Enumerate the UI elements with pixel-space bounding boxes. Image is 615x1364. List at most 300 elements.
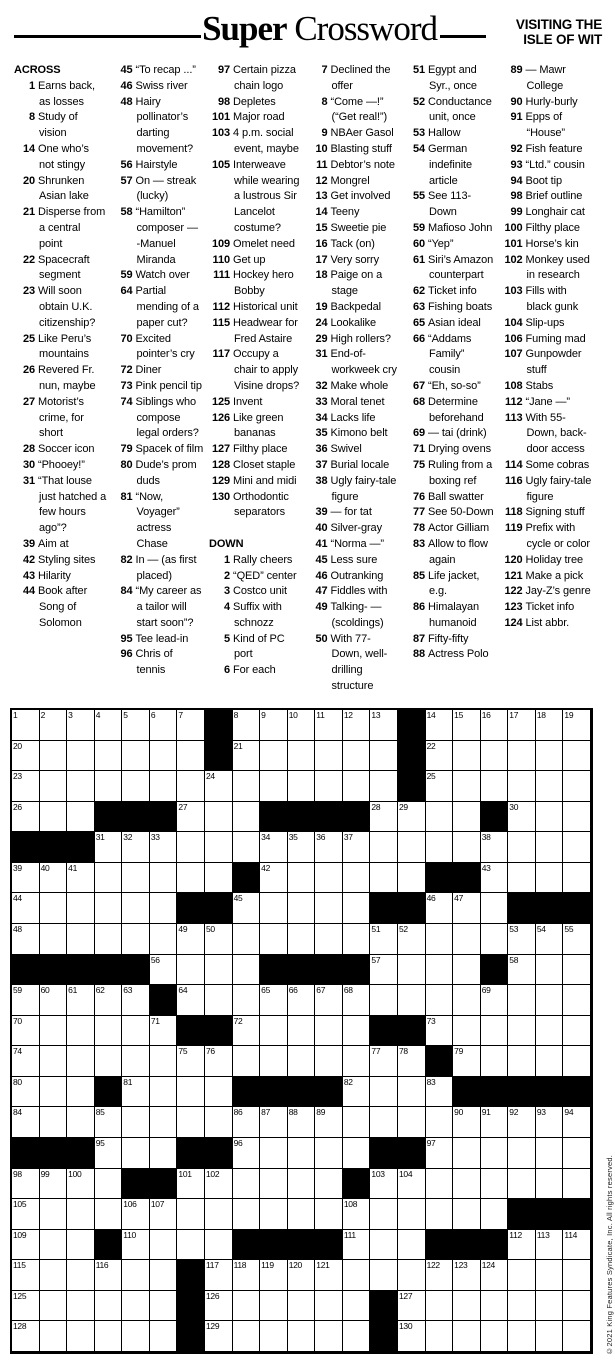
grid-cell[interactable] <box>426 1077 454 1108</box>
grid-cell[interactable] <box>260 1107 288 1138</box>
grid-cell[interactable] <box>508 832 536 863</box>
grid-cell[interactable] <box>122 1321 150 1352</box>
grid-cell[interactable] <box>370 1230 398 1261</box>
grid-cell[interactable] <box>370 1046 398 1077</box>
grid-cell[interactable] <box>40 802 68 833</box>
grid-cell[interactable] <box>426 924 454 955</box>
grid-cell[interactable] <box>205 1046 233 1077</box>
grid-cell[interactable] <box>150 1077 178 1108</box>
grid-cell[interactable] <box>481 1260 509 1291</box>
grid-cell[interactable] <box>315 1291 343 1322</box>
grid-cell[interactable] <box>177 1046 205 1077</box>
grid-cell[interactable] <box>563 1169 591 1200</box>
grid-cell[interactable] <box>233 1260 261 1291</box>
grid-cell[interactable] <box>453 1321 481 1352</box>
grid-cell[interactable] <box>260 710 288 741</box>
grid-cell[interactable] <box>288 1169 316 1200</box>
grid-cell[interactable] <box>536 863 564 894</box>
grid-cell[interactable] <box>398 985 426 1016</box>
grid-cell[interactable] <box>453 1199 481 1230</box>
grid-cell[interactable] <box>536 832 564 863</box>
grid-cell[interactable] <box>343 771 371 802</box>
grid-cell[interactable] <box>370 1077 398 1108</box>
grid-cell[interactable] <box>536 1169 564 1200</box>
grid-cell[interactable] <box>12 1107 40 1138</box>
grid-cell[interactable] <box>315 1016 343 1047</box>
grid-cell[interactable] <box>481 1169 509 1200</box>
grid-cell[interactable] <box>150 893 178 924</box>
grid-cell[interactable] <box>426 1138 454 1169</box>
grid-cell[interactable] <box>288 893 316 924</box>
grid-cell[interactable] <box>536 985 564 1016</box>
grid-cell[interactable] <box>95 1169 123 1200</box>
grid-cell[interactable] <box>12 1230 40 1261</box>
grid-cell[interactable] <box>150 1230 178 1261</box>
grid-cell[interactable] <box>343 893 371 924</box>
grid-cell[interactable] <box>205 802 233 833</box>
grid-cell[interactable] <box>343 1199 371 1230</box>
grid-cell[interactable] <box>453 1260 481 1291</box>
grid-cell[interactable] <box>122 893 150 924</box>
grid-cell[interactable] <box>453 1107 481 1138</box>
grid-cell[interactable] <box>40 1230 68 1261</box>
grid-cell[interactable] <box>150 1321 178 1352</box>
grid-cell[interactable] <box>315 741 343 772</box>
grid-cell[interactable] <box>40 985 68 1016</box>
grid-cell[interactable] <box>315 1046 343 1077</box>
grid-cell[interactable] <box>481 985 509 1016</box>
grid-cell[interactable] <box>205 832 233 863</box>
grid-cell[interactable] <box>205 955 233 986</box>
grid-cell[interactable] <box>67 985 95 1016</box>
grid-cell[interactable] <box>426 955 454 986</box>
grid-cell[interactable] <box>233 1046 261 1077</box>
grid-cell[interactable] <box>563 924 591 955</box>
grid-cell[interactable] <box>12 771 40 802</box>
grid-cell[interactable] <box>122 1199 150 1230</box>
grid-cell[interactable] <box>536 1291 564 1322</box>
grid-cell[interactable] <box>95 863 123 894</box>
grid-cell[interactable] <box>233 1291 261 1322</box>
grid-cell[interactable] <box>233 741 261 772</box>
grid-cell[interactable] <box>343 1107 371 1138</box>
grid-cell[interactable] <box>12 1291 40 1322</box>
grid-cell[interactable] <box>12 924 40 955</box>
grid-cell[interactable] <box>233 802 261 833</box>
grid-cell[interactable] <box>95 893 123 924</box>
grid-cell[interactable] <box>95 1046 123 1077</box>
grid-cell[interactable] <box>315 1107 343 1138</box>
grid-cell[interactable] <box>12 863 40 894</box>
grid-cell[interactable] <box>233 924 261 955</box>
grid-cell[interactable] <box>122 1260 150 1291</box>
grid-cell[interactable] <box>150 1016 178 1047</box>
grid-cell[interactable] <box>536 1230 564 1261</box>
grid-cell[interactable] <box>122 1046 150 1077</box>
grid-cell[interactable] <box>177 741 205 772</box>
grid-cell[interactable] <box>40 1046 68 1077</box>
grid-cell[interactable] <box>12 1016 40 1047</box>
grid-cell[interactable] <box>67 863 95 894</box>
grid-cell[interactable] <box>205 924 233 955</box>
grid-cell[interactable] <box>12 1046 40 1077</box>
grid-cell[interactable] <box>260 1016 288 1047</box>
grid-cell[interactable] <box>370 955 398 986</box>
grid-cell[interactable] <box>95 1199 123 1230</box>
grid-cell[interactable] <box>288 771 316 802</box>
grid-cell[interactable] <box>370 741 398 772</box>
grid-cell[interactable] <box>150 1046 178 1077</box>
grid-cell[interactable] <box>563 771 591 802</box>
grid-cell[interactable] <box>315 1321 343 1352</box>
grid-cell[interactable] <box>563 1107 591 1138</box>
grid-cell[interactable] <box>205 1291 233 1322</box>
grid-cell[interactable] <box>426 1260 454 1291</box>
grid-cell[interactable] <box>95 1291 123 1322</box>
grid-cell[interactable] <box>508 1230 536 1261</box>
grid-cell[interactable] <box>67 1321 95 1352</box>
grid-cell[interactable] <box>67 1291 95 1322</box>
grid-cell[interactable] <box>315 710 343 741</box>
grid-cell[interactable] <box>12 1321 40 1352</box>
grid-cell[interactable] <box>453 802 481 833</box>
grid-cell[interactable] <box>536 741 564 772</box>
grid-cell[interactable] <box>426 1321 454 1352</box>
grid-cell[interactable] <box>508 985 536 1016</box>
grid-cell[interactable] <box>426 1107 454 1138</box>
grid-cell[interactable] <box>95 924 123 955</box>
grid-cell[interactable] <box>563 1321 591 1352</box>
grid-cell[interactable] <box>67 1016 95 1047</box>
grid-cell[interactable] <box>288 1046 316 1077</box>
grid-cell[interactable] <box>508 1046 536 1077</box>
grid-cell[interactable] <box>426 832 454 863</box>
grid-cell[interactable] <box>122 741 150 772</box>
grid-cell[interactable] <box>67 710 95 741</box>
grid-cell[interactable] <box>536 802 564 833</box>
grid-cell[interactable] <box>398 1230 426 1261</box>
grid-cell[interactable] <box>177 710 205 741</box>
grid-cell[interactable] <box>205 1199 233 1230</box>
grid-cell[interactable] <box>95 741 123 772</box>
grid-cell[interactable] <box>288 924 316 955</box>
grid-cell[interactable] <box>40 1199 68 1230</box>
grid-cell[interactable] <box>122 1291 150 1322</box>
grid-cell[interactable] <box>508 863 536 894</box>
grid-cell[interactable] <box>398 832 426 863</box>
grid-cell[interactable] <box>150 1107 178 1138</box>
grid-cell[interactable] <box>398 1199 426 1230</box>
grid-cell[interactable] <box>260 924 288 955</box>
grid-cell[interactable] <box>453 771 481 802</box>
grid-cell[interactable] <box>95 1321 123 1352</box>
grid-cell[interactable] <box>150 1291 178 1322</box>
grid-cell[interactable] <box>563 802 591 833</box>
grid-cell[interactable] <box>508 1138 536 1169</box>
grid-cell[interactable] <box>398 1291 426 1322</box>
grid-cell[interactable] <box>95 832 123 863</box>
grid-cell[interactable] <box>343 924 371 955</box>
grid-cell[interactable] <box>40 771 68 802</box>
grid-cell[interactable] <box>177 1077 205 1108</box>
grid-cell[interactable] <box>233 1138 261 1169</box>
grid-cell[interactable] <box>205 771 233 802</box>
grid-cell[interactable] <box>563 955 591 986</box>
grid-cell[interactable] <box>260 1291 288 1322</box>
grid-cell[interactable] <box>288 1016 316 1047</box>
grid-cell[interactable] <box>536 955 564 986</box>
grid-cell[interactable] <box>453 710 481 741</box>
grid-cell[interactable] <box>205 1077 233 1108</box>
grid-cell[interactable] <box>508 710 536 741</box>
grid-cell[interactable] <box>481 1138 509 1169</box>
grid-cell[interactable] <box>343 863 371 894</box>
grid-cell[interactable] <box>508 1260 536 1291</box>
grid-cell[interactable] <box>67 893 95 924</box>
grid-cell[interactable] <box>315 771 343 802</box>
grid-cell[interactable] <box>150 1199 178 1230</box>
grid-cell[interactable] <box>370 802 398 833</box>
grid-cell[interactable] <box>288 741 316 772</box>
grid-cell[interactable] <box>177 985 205 1016</box>
grid-cell[interactable] <box>288 1107 316 1138</box>
grid-cell[interactable] <box>398 1260 426 1291</box>
grid-cell[interactable] <box>67 802 95 833</box>
grid-cell[interactable] <box>343 1077 371 1108</box>
grid-cell[interactable] <box>122 1230 150 1261</box>
grid-cell[interactable] <box>426 741 454 772</box>
grid-cell[interactable] <box>40 1321 68 1352</box>
grid-cell[interactable] <box>508 1291 536 1322</box>
grid-cell[interactable] <box>40 1016 68 1047</box>
grid-cell[interactable] <box>370 985 398 1016</box>
grid-cell[interactable] <box>260 1321 288 1352</box>
grid-cell[interactable] <box>426 893 454 924</box>
grid-cell[interactable] <box>40 1077 68 1108</box>
grid-cell[interactable] <box>343 1260 371 1291</box>
grid-cell[interactable] <box>508 771 536 802</box>
grid-cell[interactable] <box>260 1260 288 1291</box>
grid-cell[interactable] <box>40 1169 68 1200</box>
grid-cell[interactable] <box>177 1230 205 1261</box>
grid-cell[interactable] <box>343 1291 371 1322</box>
grid-cell[interactable] <box>481 1321 509 1352</box>
grid-cell[interactable] <box>40 863 68 894</box>
grid-cell[interactable] <box>536 710 564 741</box>
grid-cell[interactable] <box>563 985 591 1016</box>
grid-cell[interactable] <box>205 1107 233 1138</box>
grid-cell[interactable] <box>260 893 288 924</box>
grid-cell[interactable] <box>343 985 371 1016</box>
grid-cell[interactable] <box>12 893 40 924</box>
grid-cell[interactable] <box>426 771 454 802</box>
grid-cell[interactable] <box>481 1291 509 1322</box>
grid-cell[interactable] <box>67 1077 95 1108</box>
grid-cell[interactable] <box>398 863 426 894</box>
grid-cell[interactable] <box>122 771 150 802</box>
grid-cell[interactable] <box>150 1260 178 1291</box>
grid-cell[interactable] <box>426 1016 454 1047</box>
grid-cell[interactable] <box>563 1260 591 1291</box>
grid-cell[interactable] <box>508 1321 536 1352</box>
grid-cell[interactable] <box>260 832 288 863</box>
grid-cell[interactable] <box>150 863 178 894</box>
grid-cell[interactable] <box>67 771 95 802</box>
grid-cell[interactable] <box>233 1169 261 1200</box>
grid-cell[interactable] <box>315 1169 343 1200</box>
grid-cell[interactable] <box>95 710 123 741</box>
grid-cell[interactable] <box>508 1016 536 1047</box>
grid-cell[interactable] <box>563 1016 591 1047</box>
grid-cell[interactable] <box>233 1016 261 1047</box>
grid-cell[interactable] <box>67 1230 95 1261</box>
grid-cell[interactable] <box>343 710 371 741</box>
grid-cell[interactable] <box>95 1138 123 1169</box>
grid-cell[interactable] <box>205 1260 233 1291</box>
grid-cell[interactable] <box>288 1321 316 1352</box>
grid-cell[interactable] <box>260 1169 288 1200</box>
grid-cell[interactable] <box>177 832 205 863</box>
grid-cell[interactable] <box>205 863 233 894</box>
grid-cell[interactable] <box>150 832 178 863</box>
grid-cell[interactable] <box>315 863 343 894</box>
grid-cell[interactable] <box>40 710 68 741</box>
grid-cell[interactable] <box>12 1199 40 1230</box>
grid-cell[interactable] <box>398 1321 426 1352</box>
grid-cell[interactable] <box>122 1016 150 1047</box>
grid-cell[interactable] <box>481 1046 509 1077</box>
grid-cell[interactable] <box>40 893 68 924</box>
grid-cell[interactable] <box>426 802 454 833</box>
grid-cell[interactable] <box>260 1138 288 1169</box>
grid-cell[interactable] <box>122 863 150 894</box>
grid-cell[interactable] <box>370 1260 398 1291</box>
grid-cell[interactable] <box>177 802 205 833</box>
grid-cell[interactable] <box>343 1138 371 1169</box>
grid-cell[interactable] <box>260 985 288 1016</box>
grid-cell[interactable] <box>370 1199 398 1230</box>
grid-cell[interactable] <box>205 1321 233 1352</box>
grid-cell[interactable] <box>12 1260 40 1291</box>
grid-cell[interactable] <box>150 741 178 772</box>
grid-cell[interactable] <box>40 1107 68 1138</box>
grid-cell[interactable] <box>40 924 68 955</box>
grid-cell[interactable] <box>453 985 481 1016</box>
grid-cell[interactable] <box>150 771 178 802</box>
grid-cell[interactable] <box>67 1199 95 1230</box>
grid-cell[interactable] <box>370 1107 398 1138</box>
grid-cell[interactable] <box>563 1138 591 1169</box>
grid-cell[interactable] <box>260 1046 288 1077</box>
grid-cell[interactable] <box>453 741 481 772</box>
grid-cell[interactable] <box>536 1107 564 1138</box>
grid-cell[interactable] <box>453 1169 481 1200</box>
grid-cell[interactable] <box>398 955 426 986</box>
grid-cell[interactable] <box>177 1169 205 1200</box>
grid-cell[interactable] <box>536 771 564 802</box>
grid-cell[interactable] <box>481 710 509 741</box>
grid-cell[interactable] <box>288 863 316 894</box>
grid-cell[interactable] <box>481 1016 509 1047</box>
grid-cell[interactable] <box>67 1046 95 1077</box>
grid-cell[interactable] <box>233 1199 261 1230</box>
grid-cell[interactable] <box>95 1260 123 1291</box>
grid-cell[interactable] <box>315 1260 343 1291</box>
grid-cell[interactable] <box>508 1107 536 1138</box>
grid-cell[interactable] <box>67 1260 95 1291</box>
grid-cell[interactable] <box>260 771 288 802</box>
grid-cell[interactable] <box>40 1291 68 1322</box>
grid-cell[interactable] <box>122 924 150 955</box>
grid-cell[interactable] <box>481 893 509 924</box>
grid-cell[interactable] <box>481 1199 509 1230</box>
grid-cell[interactable] <box>122 1077 150 1108</box>
grid-cell[interactable] <box>563 863 591 894</box>
grid-cell[interactable] <box>40 741 68 772</box>
grid-cell[interactable] <box>536 924 564 955</box>
grid-cell[interactable] <box>508 924 536 955</box>
grid-cell[interactable] <box>453 924 481 955</box>
grid-cell[interactable] <box>177 955 205 986</box>
grid-cell[interactable] <box>536 1046 564 1077</box>
grid-cell[interactable] <box>536 1138 564 1169</box>
grid-cell[interactable] <box>288 710 316 741</box>
grid-cell[interactable] <box>12 1077 40 1108</box>
grid-cell[interactable] <box>315 832 343 863</box>
grid-cell[interactable] <box>563 832 591 863</box>
grid-cell[interactable] <box>508 1169 536 1200</box>
grid-cell[interactable] <box>536 1016 564 1047</box>
grid-cell[interactable] <box>12 985 40 1016</box>
grid-cell[interactable] <box>426 1169 454 1200</box>
grid-cell[interactable] <box>150 710 178 741</box>
grid-cell[interactable] <box>260 1199 288 1230</box>
grid-cell[interactable] <box>233 955 261 986</box>
grid-cell[interactable] <box>315 893 343 924</box>
grid-cell[interactable] <box>508 955 536 986</box>
grid-cell[interactable] <box>343 1230 371 1261</box>
grid-cell[interactable] <box>508 802 536 833</box>
grid-cell[interactable] <box>177 1199 205 1230</box>
grid-cell[interactable] <box>481 1107 509 1138</box>
grid-cell[interactable] <box>370 863 398 894</box>
grid-cell[interactable] <box>205 1169 233 1200</box>
grid-cell[interactable] <box>343 741 371 772</box>
grid-cell[interactable] <box>481 924 509 955</box>
grid-cell[interactable] <box>12 1169 40 1200</box>
grid-cell[interactable] <box>177 924 205 955</box>
grid-cell[interactable] <box>288 1138 316 1169</box>
grid-cell[interactable] <box>95 1107 123 1138</box>
grid-cell[interactable] <box>150 1138 178 1169</box>
grid-cell[interactable] <box>122 985 150 1016</box>
grid-cell[interactable] <box>453 1291 481 1322</box>
grid-cell[interactable] <box>233 771 261 802</box>
grid-cell[interactable] <box>122 832 150 863</box>
grid-cell[interactable] <box>233 710 261 741</box>
grid-cell[interactable] <box>67 741 95 772</box>
grid-cell[interactable] <box>453 832 481 863</box>
grid-cell[interactable] <box>205 985 233 1016</box>
grid-cell[interactable] <box>233 893 261 924</box>
grid-cell[interactable] <box>233 832 261 863</box>
grid-cell[interactable] <box>426 1291 454 1322</box>
grid-cell[interactable] <box>453 1138 481 1169</box>
grid-cell[interactable] <box>563 1230 591 1261</box>
grid-cell[interactable] <box>398 1046 426 1077</box>
grid-cell[interactable] <box>453 893 481 924</box>
grid-cell[interactable] <box>233 1107 261 1138</box>
